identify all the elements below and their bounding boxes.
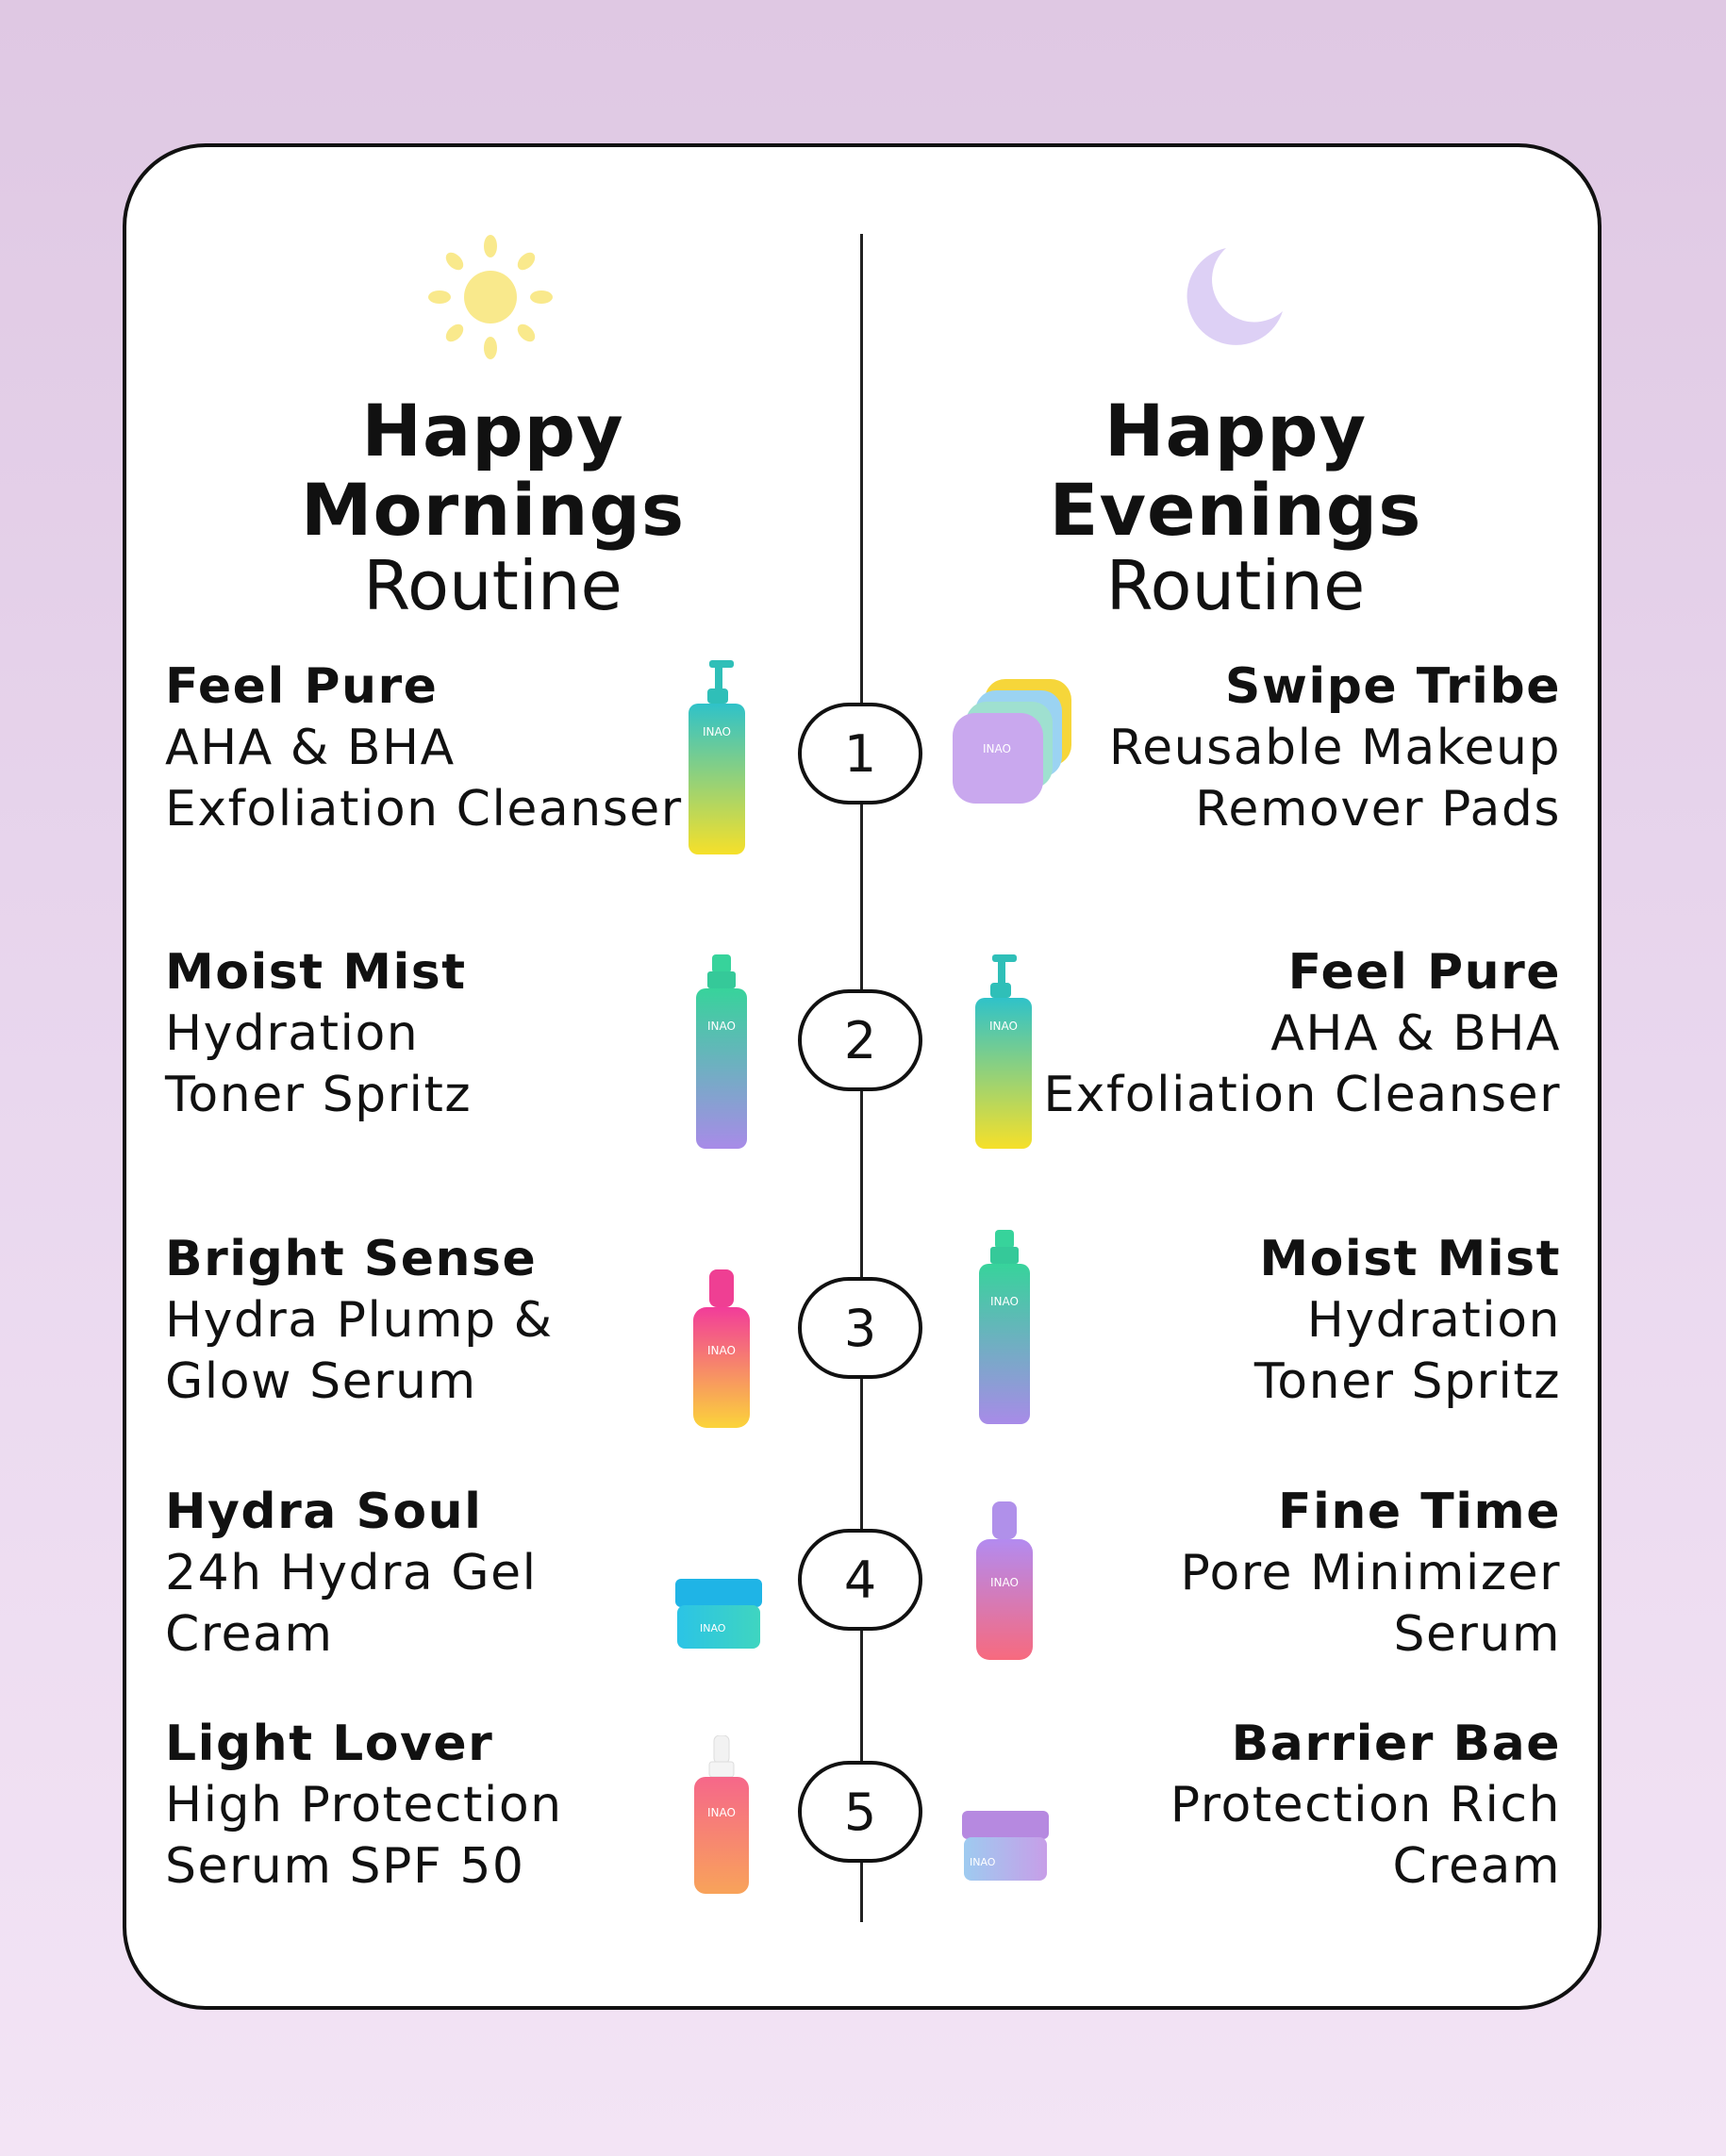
svg-text:INAO: INAO — [700, 1622, 726, 1634]
svg-text:INAO: INAO — [990, 1295, 1019, 1308]
product-line2: Cream — [165, 1606, 334, 1663]
pump-bottle-image — [966, 954, 1041, 1153]
svg-text:INAO: INAO — [703, 725, 731, 738]
evening-step-5 — [1170, 1714, 1561, 1898]
pump-bottle-image — [679, 660, 755, 858]
product-line1: Hydration — [1306, 1292, 1561, 1349]
product-name: Fine Time — [1278, 1484, 1561, 1540]
morning-title-line2: Routine — [363, 546, 622, 626]
evening-title — [905, 389, 1566, 626]
product-line1: Hydra Plump & — [165, 1292, 554, 1349]
product-name: Hydra Soul — [165, 1484, 483, 1540]
step-number-1: 1 — [798, 703, 922, 804]
morning-title — [160, 389, 825, 626]
product-line2: Cream — [1392, 1838, 1561, 1895]
spray-bottle-image — [971, 1230, 1037, 1428]
product-line1: Protection Rich — [1170, 1777, 1561, 1833]
step-number-4: 4 — [798, 1529, 922, 1631]
evening-step-4 — [1180, 1482, 1561, 1666]
product-name: Feel Pure — [165, 658, 439, 715]
step-number-5: 5 — [798, 1761, 922, 1863]
serum-bottle-image — [689, 1269, 755, 1430]
product-line2: Toner Spritz — [165, 1067, 473, 1123]
makeup-pads-image — [949, 675, 1081, 807]
product-line1: 24h Hydra Gel — [165, 1545, 538, 1601]
svg-text:INAO: INAO — [707, 1806, 736, 1819]
svg-text:INAO: INAO — [983, 742, 1011, 755]
evening-title-line1: Happy Evenings — [1049, 389, 1422, 552]
product-name: Barrier Bae — [1231, 1716, 1561, 1772]
morning-step-1 — [165, 656, 683, 840]
sun-icon — [424, 231, 556, 363]
svg-text:INAO: INAO — [989, 1020, 1018, 1033]
evening-title-line2: Routine — [1105, 546, 1366, 626]
product-line1: High Protection — [165, 1777, 563, 1833]
evening-step-3 — [1254, 1229, 1561, 1413]
product-name: Light Lover — [165, 1716, 494, 1772]
morning-step-2 — [165, 942, 472, 1126]
product-name: Swipe Tribe — [1224, 658, 1561, 715]
product-name: Feel Pure — [1287, 944, 1561, 1001]
morning-step-4 — [165, 1482, 538, 1666]
svg-text:INAO: INAO — [707, 1020, 736, 1033]
svg-text:INAO: INAO — [970, 1856, 996, 1868]
morning-title-line1: Happy Mornings — [300, 389, 686, 552]
svg-text:INAO: INAO — [707, 1344, 736, 1357]
product-line2: Exfoliation Cleanser — [1043, 1067, 1561, 1123]
product-line1: AHA & BHA — [165, 720, 456, 776]
product-name: Moist Mist — [165, 944, 467, 1001]
product-line1: AHA & BHA — [1270, 1005, 1561, 1062]
product-line1: Hydration — [165, 1005, 420, 1062]
dropper-bottle-image — [689, 1735, 755, 1896]
product-line1: Pore Minimizer — [1180, 1545, 1561, 1601]
product-line2: Serum SPF 50 — [165, 1838, 525, 1895]
product-name: Bright Sense — [165, 1231, 538, 1287]
product-line2: Glow Serum — [165, 1353, 477, 1410]
svg-text:INAO: INAO — [990, 1576, 1019, 1589]
morning-step-3 — [165, 1229, 554, 1413]
spray-bottle-image — [689, 954, 755, 1153]
step-number-3: 3 — [798, 1277, 922, 1379]
morning-step-5 — [165, 1714, 563, 1898]
evening-step-2 — [1043, 942, 1561, 1126]
product-line2: Exfoliation Cleanser — [165, 781, 683, 838]
serum-bottle-image — [971, 1501, 1037, 1662]
product-line2: Remover Pads — [1195, 781, 1561, 838]
cream-jar-image — [958, 1809, 1053, 1884]
cream-jar-image — [672, 1577, 766, 1652]
evening-step-1 — [1109, 656, 1561, 840]
product-line2: Serum — [1393, 1606, 1561, 1663]
step-number-2: 2 — [798, 989, 922, 1091]
moon-icon — [1184, 243, 1287, 347]
product-line2: Toner Spritz — [1253, 1353, 1561, 1410]
product-name: Moist Mist — [1259, 1231, 1561, 1287]
product-line1: Reusable Makeup — [1108, 720, 1561, 776]
